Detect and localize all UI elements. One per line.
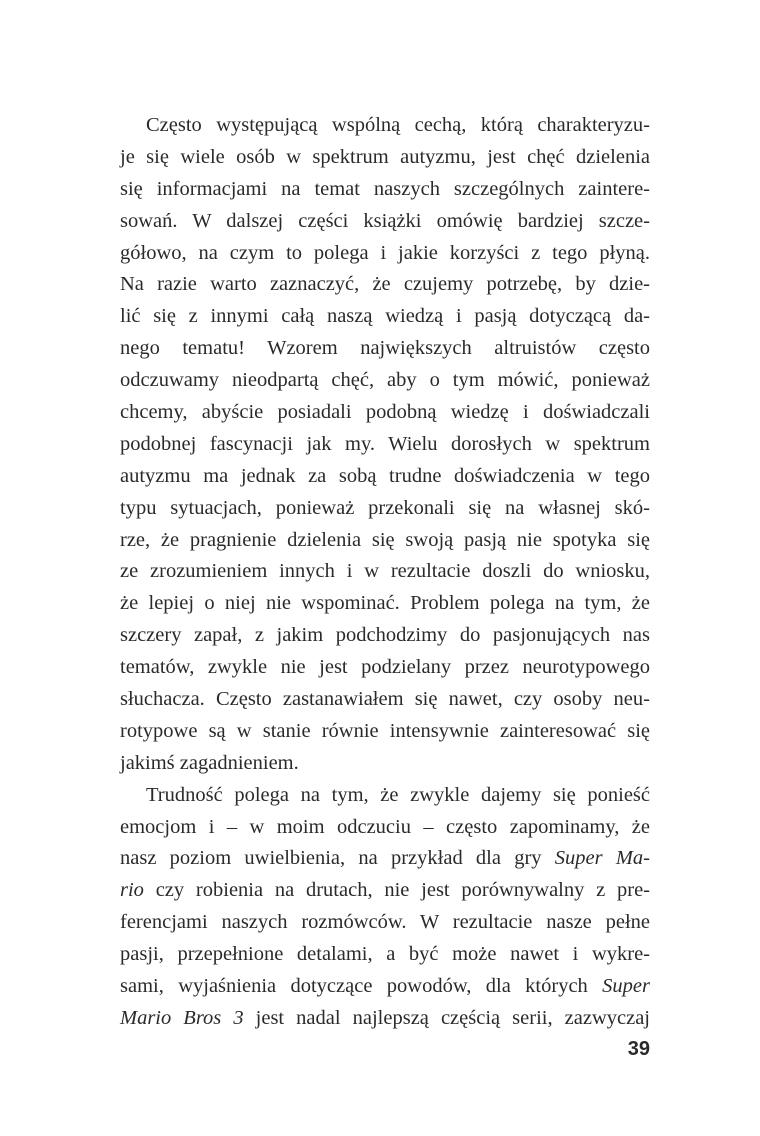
text-line: lić się z innymi całą naszą wiedzą i pasją dotyczącą da- [120,305,650,328]
text-run: nasz poziom uwielbienia, na przykład dla gry [120,847,555,870]
text-line [120,875,650,907]
italic-title: Mario Bros 3 [120,1006,244,1029]
text-line: odczuwamy nieodpartą chęć, aby o tym mówić, ponieważ [120,369,650,392]
text-line: je się wiele osób w spektrum autyzmu, jest chęć dzielenia [120,145,650,168]
text-line: gółowo, na czym to polega i jakie korzyści z tego płyną. [120,241,650,264]
text-line [120,843,650,875]
page-number: 39 [627,1038,650,1060]
italic-title: Super Ma- [554,847,650,870]
italic-title: Super [602,975,650,998]
text-line: Często występującą wspólną cechą, którą charakteryzu- [146,114,650,136]
text-line: rze, że pragnienie dzielenia się swoją pasją nie spotyka się [120,528,650,551]
text-run: sami, wyjaśnienia dotyczące powodów, dla których [120,975,603,998]
text-line: Na razie warto zaznaczyć, że czujemy potrzebę, by dzie- [120,273,650,296]
text-line: podobnej fascynacji jak my. Wielu dorosłych w spektrum [120,432,650,455]
text-line [120,971,650,1003]
text-line: autyzmu ma jednak za sobą trudne doświadczenia w tego [120,464,650,487]
text-line: Trudność polega na tym, że zwykle dajemy się ponieść [146,783,650,806]
text-line: słuchacza. Często zastanawiałem się nawet, czy osoby neu- [120,688,650,711]
text-line: emocjom i – w moim odczuciu – często zapominamy, że [120,815,650,838]
italic-title: rio [120,879,144,902]
text-line: nego tematu! Wzorem największych altruistów często [120,337,650,360]
body-text [120,110,650,1035]
text-line: ze zrozumieniem innych i w rezultacie doszli do wniosku, [120,560,650,583]
text-line [120,1003,650,1035]
text-line: rotypowe są w stanie równie intensywnie zainteresować się [120,719,650,742]
text-run: czy robienia na drutach, nie jest porównywalny z pre- [143,879,650,902]
text-line: chcemy, abyście posiadali podobną wiedzę i doświadczali [120,401,650,424]
text-line: pasji, przepełnione detalami, a być może nawet i wykre- [120,943,650,966]
text-run: jest nadal najlepszą częścią serii, zazwyczaj [243,1006,651,1029]
text-line: jakimś zagadnieniem. [120,751,299,774]
paragraph-2 [120,780,650,1035]
text-line: się informacjami na temat naszych szczególnych zaintere- [120,177,650,200]
text-line: ferencjami naszych rozmówców. W rezultacie nasze pełne [120,911,650,934]
text-line: typu sytuacjach, ponieważ przekonali się na własnej skó- [120,496,650,519]
paragraph-1 [120,110,650,780]
text-line: że lepiej o niej nie wspominać. Problem polega na tym, że [120,592,650,615]
text-line: tematów, zwykle nie jest podzielany przez neurotypowego [120,656,650,679]
text-line: sowań. W dalszej części książki omówię bardziej szcze- [120,209,650,232]
text-line: szczery zapał, z jakim podchodzimy do pasjonujących nas [120,624,650,647]
